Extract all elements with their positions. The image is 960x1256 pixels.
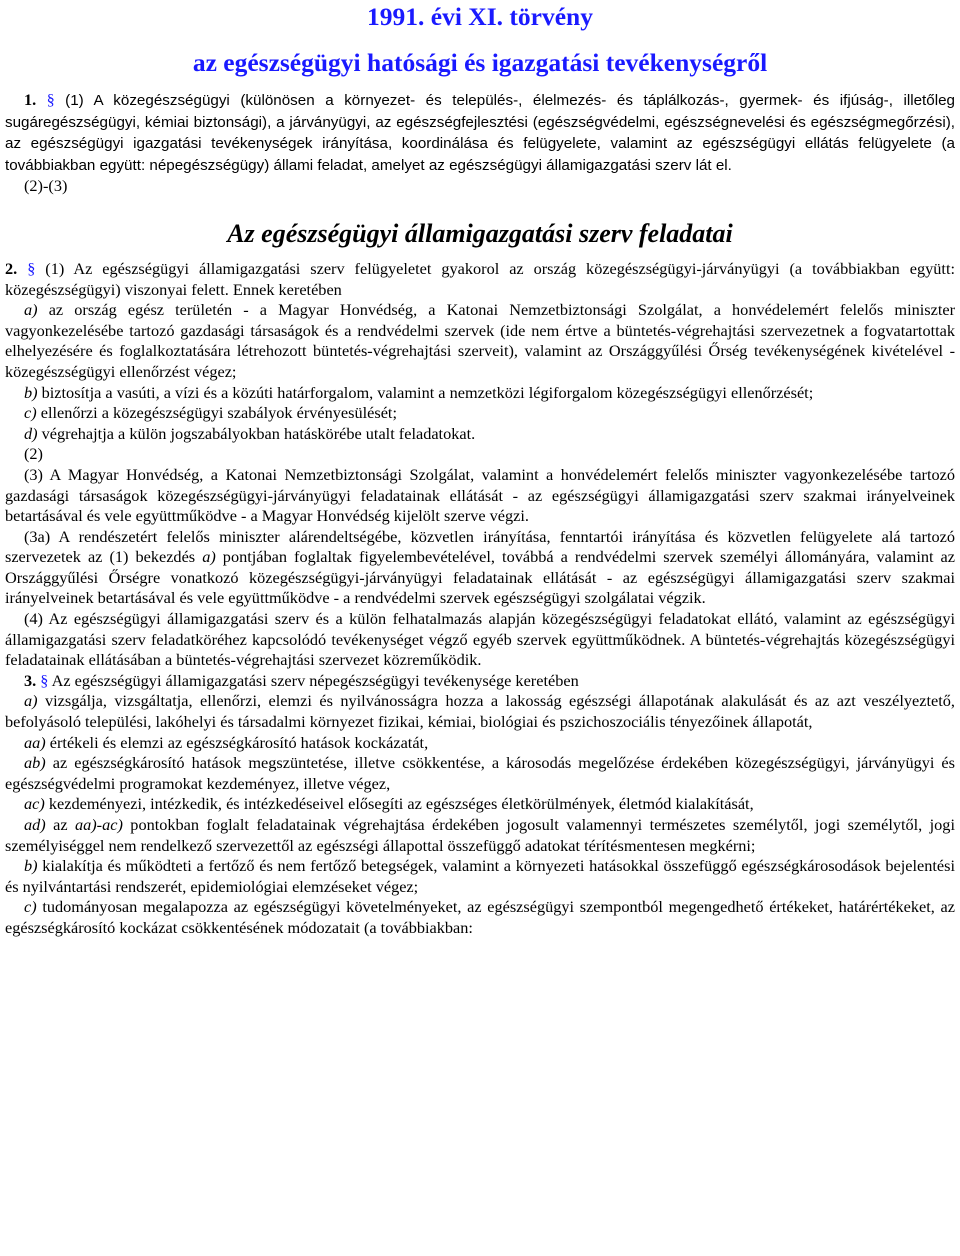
point-label: a) bbox=[24, 300, 38, 320]
law-title: 1991. évi XI. törvény bbox=[367, 2, 593, 31]
point-label: ab) bbox=[24, 753, 46, 773]
section-1-number: 1. bbox=[24, 90, 37, 109]
point-label: ad) bbox=[24, 815, 46, 834]
point-label: c) bbox=[24, 403, 37, 423]
section-sign: § bbox=[40, 670, 49, 690]
section-2-paragraph-4: (4) Az egészségügyi államigazgatási szerv és a külön felhatalmazás alapján közegészségügyi feladatokat ellátó, valamint az egészségügyi államigazgatási szerv feladatköréhez kapcsolódó tevékenységet végző egyéb szervek együttműködnek. A büntetés-végrehajtás közegészségügyi feladatainak ellátásában a büntetés-végrehajtási szervezet közreműködik. bbox=[5, 609, 955, 670]
point-text: vizsgálja, vizsgáltatja, ellenőrzi, elemzi és nyilvánosságra hozza a lakosság egészségi állapotának alakulását és az azt veszélyeztető, befolyásoló települési, lakóhelyi és társadalmi környezet fizikai, kémiai, biológiai és pszichoszociális tényezőinek állapotát, bbox=[5, 691, 955, 732]
section-2-point-b bbox=[5, 383, 955, 404]
section-heading: Az egészségügyi államigazgatási szerv feladatai bbox=[227, 218, 733, 248]
point-text: kialakítja és működteti a fertőző és nem fertőző betegségek, valamint a környezeti hatásokkal összefüggő egészségkárosodások bejelentési és nyilvántartási rendszerét, epidemiológiai elemzéseket végez; bbox=[5, 856, 955, 896]
point-text: ellenőrzi a közegészségügyi szabályok érvényesülését; bbox=[40, 403, 397, 423]
point-label: ac) bbox=[24, 794, 45, 814]
section-sign: § bbox=[46, 90, 55, 109]
point-text: az egészségkárosító hatások megszüntetése, illetve csökkentése, a károsodás megelőzése érdekében közegészségügyi, járványügyi és egészségvédelmi programokat kezdeményez, illetve végez, bbox=[5, 753, 955, 793]
point-label: aa) bbox=[24, 732, 46, 752]
point-text: az bbox=[53, 815, 68, 834]
point-text: értékeli és elemzi az egészségkárosító hatások kockázatát, bbox=[49, 732, 429, 752]
law-subtitle: az egészségügyi hatósági és igazgatási tevékenységről bbox=[192, 48, 768, 77]
point-reference: aa)-ac) bbox=[74, 815, 123, 834]
section-2-point-a bbox=[5, 300, 955, 382]
section-3-text: Az egészségügyi államigazgatási szerv népegészségügyi tevékenysége keretében bbox=[51, 670, 579, 690]
section-3-point-b bbox=[5, 856, 955, 897]
section-3-point-ac bbox=[5, 794, 955, 815]
paragraph-text: (3a) A rendészetért felelős miniszter alárendeltségébe, közvetlen irányítása, fenntartói irányítása és közvetlen felügyelete alá tartozó szervezetek az (1) bekezdés bbox=[5, 526, 955, 567]
point-label: c) bbox=[24, 897, 37, 917]
section-2-text-a: (1) Az egészségügyi államigazgatási szerv felügyeletet gyakorol az ország közegészségügyi-járványügyi (a továbbiakban együtt: közegészségügyi) viszonyai felett. bbox=[5, 258, 955, 299]
point-text: biztosítja a vasúti, a vízi és a közúti határforgalom, valamint a nemzetközi légiforgalom közegészségügyi ellenőrzését; bbox=[41, 382, 814, 402]
point-text: az ország egész területén - a Magyar Honvédség, a Katonai Nemzetbiztonsági Szolgálat, a honvédelemért felelős miniszter vagyonkezelésébe tartozó gazdasági társaságok és a rendvédelmi szervek (ide nem értve a büntetés-végrehajtási szervezetnek a fogvatartottak elhelyezésére és foglalkoztatására létrehozott büntetés-végrehajtási szerveit), valamint az Országgyűlési Őrség tevékenységének kivételével - közegészségügyi ellenőrzést végez; bbox=[5, 300, 955, 381]
point-label: b) bbox=[24, 382, 38, 402]
point-reference: a) bbox=[202, 547, 216, 567]
point-text: kezdeményezi, intézkedik, és intézkedéseivel elősegíti az egészséges életkörülmények, életmód kialakítását, bbox=[48, 794, 754, 814]
section-2-point-c bbox=[5, 403, 955, 424]
section-2-point-d bbox=[5, 424, 955, 445]
point-label: d) bbox=[24, 423, 38, 443]
point-text: tudományosan megalapozza az egészségügyi követelményeket, az egészségügyi szempontból megengedhető értékeket, határértékeket, az egészségkárosító kockázat csökkentésének módozatait (a továbbiakban: bbox=[5, 897, 955, 937]
section-2-paragraph-3: (3) A Magyar Honvédség, a Katonai Nemzetbiztonsági Szolgálat, valamint a honvédelemért felelős miniszter vagyonkezelésébe tartozó gazdasági társaságok közegészségügyi-járványügyi feladatainak ellátását - az egészségügyi államigazgatási szerv szakmai irányelveinek betartásával és vele együttműködve - a Magyar Honvédség kijelölt szerve végzi. bbox=[5, 464, 955, 526]
section-3-point-c bbox=[5, 897, 955, 938]
section-2-paragraph-2: (2) bbox=[24, 444, 43, 464]
section-2-paragraph-3a bbox=[5, 527, 955, 609]
section-3-point-a bbox=[5, 691, 955, 732]
paragraph-text: pontjában foglaltak figyelembevételével, továbbá a rendvédelmi szervek személyi állományára, valamint az Országgyűlési Őrségre vonatkozó közegészségügyi-járványügyi feladatainak ellátását - az egészségügyi államigazgatási szerv szakmai irányelveinek betartásával és vele együttműködve - a rendvédelmi szervek egészségügyi szolgálatai végzik. bbox=[5, 547, 955, 608]
section-3-intro bbox=[5, 671, 955, 692]
section-2-number: 2. bbox=[5, 258, 18, 278]
section-1-paragraph-1 bbox=[5, 90, 955, 176]
point-text: pontokban foglalt feladatainak végrehajtása érdekében jogosult valamennyi természetes személytől, jogi személytől, jogi személyiséggel nem rendelkező szervezettől az egészségi állapottal összefüggő adatokat térítésmentesen megkérni; bbox=[5, 815, 955, 855]
section-sign: § bbox=[27, 258, 36, 278]
point-label: b) bbox=[24, 856, 38, 876]
point-text: végrehajtja a külön jogszabályokban hatáskörébe utalt feladatokat. bbox=[41, 423, 476, 443]
section-1-paragraph-2: (2)-(3) bbox=[24, 176, 68, 196]
section-2-paragraph-1 bbox=[5, 259, 955, 300]
section-3-point-ad bbox=[5, 815, 955, 856]
point-label: a) bbox=[24, 691, 38, 711]
section-3-number: 3. bbox=[24, 670, 37, 690]
section-1-text: (1) A közegészségügyi (különösen a környezet- és település-, élelmezés- és táplálkozás-, gyermek- és ifjúság-, illetőleg sugáregészségügyi, kémiai biztonsági), a járványügyi, az egészségfejlesztési (egészségvédelmi, egészségnevelési és egészségmegőrzési), az egészségügyi igazgatási tevékenységek irányítása, koordinálása és felügyelete, valamint az egészségügyi ellátás felügyelete (a továbbiakban együtt: népegészségügy) állami feladat, amelyet az egészségügyi államigazgatási szerv lát el. bbox=[5, 92, 955, 174]
section-3-point-ab bbox=[5, 753, 955, 794]
section-3-point-aa bbox=[5, 733, 955, 754]
section-2-text-b: Ennek keretében bbox=[232, 279, 342, 299]
